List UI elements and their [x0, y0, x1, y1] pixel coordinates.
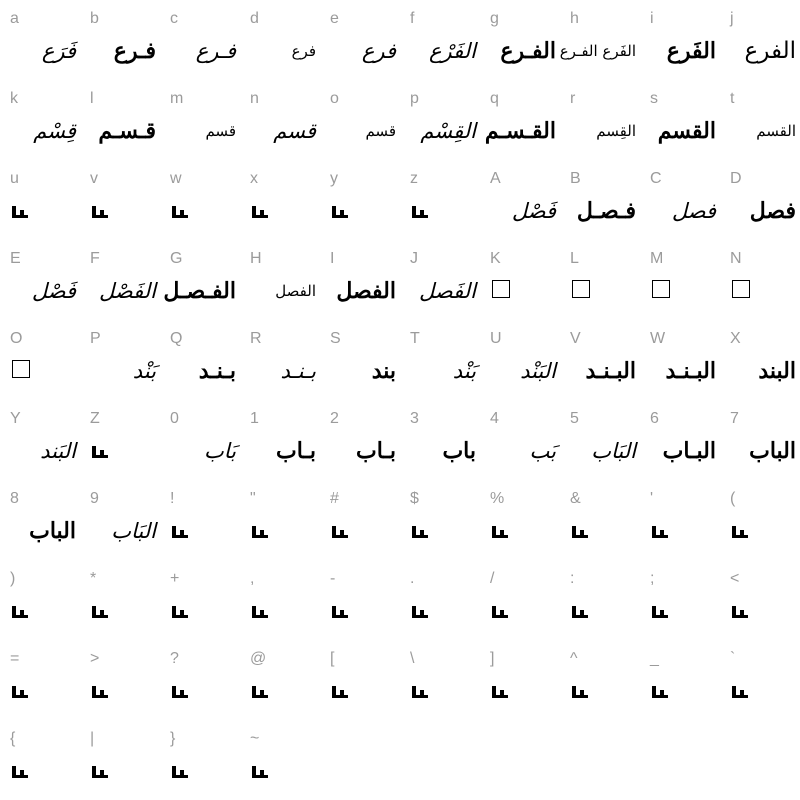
glyph-cell	[160, 240, 240, 320]
key-label: '	[650, 490, 654, 507]
arabic-glyph-sample: القسم	[756, 122, 796, 140]
missing-glyph-icon	[252, 764, 268, 778]
glyph-cell	[720, 0, 800, 80]
glyph-cell	[400, 80, 480, 160]
arabic-glyph-sample: بَنْد	[452, 359, 476, 383]
missing-glyph-icon	[572, 604, 588, 618]
key-label: +	[170, 570, 180, 587]
glyph-cell	[400, 240, 480, 320]
glyph-cell	[400, 320, 480, 400]
arabic-glyph-sample: الفَصل	[419, 279, 476, 303]
arabic-glyph-sample: الفصل	[275, 282, 316, 300]
key-label: 9	[90, 490, 99, 507]
glyph-cell	[480, 320, 560, 400]
missing-glyph-icon	[652, 604, 668, 618]
missing-glyph-icon	[92, 764, 108, 778]
glyph-cell	[560, 0, 640, 80]
glyph-cell	[160, 480, 240, 560]
glyph-cell	[720, 80, 800, 160]
glyph-cell	[160, 720, 240, 800]
glyph-cell	[640, 400, 720, 480]
glyph-cell	[160, 560, 240, 640]
glyph-cell	[240, 560, 320, 640]
glyph-cell	[160, 160, 240, 240]
key-label: b	[90, 10, 99, 27]
glyph-cell	[320, 0, 400, 80]
key-label: t	[730, 90, 735, 107]
glyph-cell	[320, 80, 400, 160]
glyph-cell	[560, 400, 640, 480]
missing-glyph-icon	[412, 524, 428, 538]
glyph-cell	[480, 80, 560, 160]
missing-glyph-icon	[572, 684, 588, 698]
key-label: r	[570, 90, 576, 107]
glyph-cell	[0, 80, 80, 160]
missing-glyph-icon	[332, 204, 348, 218]
key-label: Y	[10, 410, 21, 427]
notdef-box-icon	[652, 280, 670, 298]
key-label: X	[730, 330, 741, 347]
missing-glyph-icon	[172, 524, 188, 538]
arabic-glyph-sample: الفَرع الفـرع	[559, 42, 636, 60]
missing-glyph-icon	[92, 444, 108, 458]
key-label: c	[170, 10, 178, 27]
glyph-cell	[80, 240, 160, 320]
glyph-cell	[480, 240, 560, 320]
key-label: "	[250, 490, 256, 507]
key-label: }	[170, 730, 176, 747]
key-label: N	[730, 250, 742, 267]
key-label: u	[10, 170, 19, 187]
missing-glyph-icon	[732, 604, 748, 618]
arabic-glyph-sample: بـاب	[356, 438, 396, 464]
notdef-box-icon	[12, 360, 30, 378]
key-label: L	[570, 250, 579, 267]
key-label: n	[250, 90, 259, 107]
arabic-glyph-sample: باب	[442, 438, 476, 464]
glyph-cell	[0, 480, 80, 560]
key-label: -	[330, 570, 336, 587]
key-label: k	[10, 90, 18, 107]
key-label: F	[90, 250, 100, 267]
glyph-cell	[560, 320, 640, 400]
key-label: v	[90, 170, 98, 187]
arabic-glyph-sample: بـنـد	[198, 358, 236, 384]
key-label: (	[730, 490, 736, 507]
key-label: B	[570, 170, 581, 187]
key-label: g	[490, 10, 499, 27]
key-label: C	[650, 170, 662, 187]
missing-glyph-icon	[732, 524, 748, 538]
glyph-cell	[160, 640, 240, 720]
key-label: ]	[490, 650, 495, 667]
key-label: \	[410, 650, 415, 667]
key-label: Q	[170, 330, 183, 347]
arabic-glyph-sample: الفَرْع	[429, 39, 476, 63]
glyph-cell	[80, 720, 160, 800]
arabic-glyph-sample: البَاب	[591, 439, 636, 463]
key-label: .	[410, 570, 415, 587]
missing-glyph-icon	[172, 764, 188, 778]
key-label: 7	[730, 410, 739, 427]
key-label: *	[90, 570, 97, 587]
missing-glyph-icon	[492, 524, 508, 538]
arabic-glyph-sample: قسم	[365, 122, 396, 140]
glyph-cell	[720, 560, 800, 640]
key-label: I	[330, 250, 335, 267]
key-label: =	[10, 650, 20, 667]
glyph-cell	[720, 480, 800, 560]
glyph-cell	[480, 0, 560, 80]
key-label: Z	[90, 410, 100, 427]
key-label: w	[170, 170, 182, 187]
glyph-cell	[560, 480, 640, 560]
key-label: T	[410, 330, 420, 347]
arabic-glyph-sample: قسم	[273, 119, 316, 143]
glyph-cell	[640, 480, 720, 560]
missing-glyph-icon	[332, 524, 348, 538]
key-label: #	[330, 490, 339, 507]
arabic-glyph-sample: فرع	[361, 39, 396, 63]
arabic-glyph-sample: فـرع	[113, 38, 156, 64]
arabic-glyph-sample: فصل	[749, 198, 796, 224]
glyph-cell	[480, 560, 560, 640]
arabic-glyph-sample: فَصْل	[31, 279, 76, 303]
missing-glyph-icon	[492, 684, 508, 698]
key-label: p	[410, 90, 419, 107]
glyph-cell	[480, 480, 560, 560]
glyph-cell	[0, 640, 80, 720]
glyph-cell	[240, 720, 320, 800]
key-label: 3	[410, 410, 419, 427]
key-label: m	[170, 90, 184, 107]
key-label: e	[330, 10, 339, 27]
glyph-cell	[80, 0, 160, 80]
missing-glyph-icon	[172, 204, 188, 218]
key-label: )	[10, 570, 16, 587]
glyph-cell	[240, 80, 320, 160]
arabic-glyph-sample: فـرع	[195, 39, 236, 63]
arabic-glyph-sample: الفَرع	[666, 38, 716, 64]
key-label: O	[10, 330, 23, 347]
key-label: 6	[650, 410, 659, 427]
key-label: x	[250, 170, 258, 187]
key-label: W	[650, 330, 666, 347]
glyph-cell	[160, 0, 240, 80]
glyph-cell	[80, 640, 160, 720]
key-label: V	[570, 330, 581, 347]
glyph-cell	[400, 640, 480, 720]
glyph-cell	[400, 400, 480, 480]
key-label: M	[650, 250, 664, 267]
glyph-cell	[0, 0, 80, 80]
arabic-glyph-sample: القِسْم	[420, 119, 476, 143]
glyph-cell	[640, 0, 720, 80]
glyph-cell	[80, 400, 160, 480]
glyph-cell	[560, 80, 640, 160]
arabic-glyph-sample: فَرَع	[41, 39, 76, 63]
key-label: U	[490, 330, 502, 347]
glyph-cell	[320, 400, 400, 480]
missing-glyph-icon	[252, 204, 268, 218]
notdef-box-icon	[492, 280, 510, 298]
arabic-glyph-sample: الفَصْل	[99, 279, 156, 303]
arabic-glyph-sample: فصل	[671, 199, 716, 223]
key-label: f	[410, 10, 415, 27]
arabic-glyph-sample: الفـرع	[500, 38, 556, 64]
key-label: a	[10, 10, 19, 27]
arabic-glyph-sample: قـسـم	[98, 118, 156, 144]
key-label: z	[410, 170, 418, 187]
glyph-cell	[240, 240, 320, 320]
key-label: :	[570, 570, 575, 587]
arabic-glyph-sample: القـسـم	[484, 118, 556, 144]
missing-glyph-icon	[92, 684, 108, 698]
glyph-cell	[720, 240, 800, 320]
glyph-cell	[640, 640, 720, 720]
key-label: >	[90, 650, 100, 667]
missing-glyph-icon	[12, 684, 28, 698]
missing-glyph-icon	[412, 604, 428, 618]
glyph-cell	[80, 560, 160, 640]
arabic-glyph-sample: البَنْد	[520, 359, 556, 383]
glyph-cell	[400, 0, 480, 80]
notdef-box-icon	[572, 280, 590, 298]
key-label: h	[570, 10, 579, 27]
missing-glyph-icon	[172, 684, 188, 698]
missing-glyph-icon	[12, 764, 28, 778]
glyph-cell	[0, 240, 80, 320]
key-label: {	[10, 730, 16, 747]
missing-glyph-icon	[252, 684, 268, 698]
arabic-glyph-sample: فـصـل	[576, 198, 636, 224]
glyph-cell	[0, 400, 80, 480]
glyph-cell	[480, 640, 560, 720]
glyph-cell	[320, 320, 400, 400]
key-label: s	[650, 90, 658, 107]
glyph-cell	[320, 560, 400, 640]
glyph-cell	[400, 160, 480, 240]
glyph-cell	[80, 480, 160, 560]
arabic-glyph-sample: البـنـد	[665, 358, 716, 384]
key-label: @	[250, 650, 267, 667]
key-label: 8	[10, 490, 19, 507]
arabic-glyph-sample: بَب	[529, 439, 556, 463]
arabic-glyph-sample: فرع	[291, 42, 316, 60]
glyph-cell	[80, 160, 160, 240]
glyph-cell	[720, 320, 800, 400]
key-label: %	[490, 490, 505, 507]
glyph-cell	[640, 240, 720, 320]
glyph-cell	[640, 80, 720, 160]
glyph-cell	[240, 640, 320, 720]
missing-glyph-icon	[652, 524, 668, 538]
glyph-cell	[0, 320, 80, 400]
missing-glyph-icon	[92, 604, 108, 618]
key-label: K	[490, 250, 501, 267]
glyph-cell	[320, 160, 400, 240]
key-label: |	[90, 730, 95, 747]
key-label: !	[170, 490, 175, 507]
arabic-glyph-sample: البند	[758, 358, 796, 384]
glyph-cell	[560, 640, 640, 720]
arabic-glyph-sample: قسم	[205, 122, 236, 140]
key-label: <	[730, 570, 740, 587]
glyph-cell	[240, 160, 320, 240]
glyph-cell	[400, 560, 480, 640]
key-label: R	[250, 330, 262, 347]
arabic-glyph-sample: الباب	[29, 518, 76, 544]
key-label: [	[330, 650, 335, 667]
missing-glyph-icon	[332, 684, 348, 698]
missing-glyph-icon	[572, 524, 588, 538]
missing-glyph-icon	[172, 604, 188, 618]
missing-glyph-icon	[252, 604, 268, 618]
glyph-cell	[320, 240, 400, 320]
glyph-cell	[640, 560, 720, 640]
glyph-cell	[240, 400, 320, 480]
key-label: i	[650, 10, 654, 27]
glyph-cell	[640, 320, 720, 400]
key-label: _	[650, 650, 659, 667]
glyph-cell	[720, 640, 800, 720]
glyph-cell	[0, 720, 80, 800]
key-label: ~	[250, 730, 260, 747]
key-label: G	[170, 250, 183, 267]
notdef-box-icon	[732, 280, 750, 298]
key-label: 1	[250, 410, 259, 427]
missing-glyph-icon	[92, 204, 108, 218]
key-label: P	[90, 330, 101, 347]
missing-glyph-icon	[252, 524, 268, 538]
missing-glyph-icon	[492, 604, 508, 618]
arabic-glyph-sample: البـنـد	[585, 358, 636, 384]
key-label: ,	[250, 570, 255, 587]
key-label: $	[410, 490, 419, 507]
glyph-cell	[560, 240, 640, 320]
glyph-cell	[240, 480, 320, 560]
key-label: l	[90, 90, 94, 107]
glyph-cell	[240, 0, 320, 80]
glyph-cell	[0, 560, 80, 640]
glyph-cell	[560, 560, 640, 640]
glyph-cell	[160, 80, 240, 160]
arabic-glyph-sample: الفرع	[744, 38, 796, 64]
missing-glyph-icon	[732, 684, 748, 698]
key-label: S	[330, 330, 341, 347]
key-label: q	[490, 90, 499, 107]
glyph-cell	[160, 320, 240, 400]
key-label: `	[730, 650, 736, 667]
key-label: 4	[490, 410, 499, 427]
glyph-cell	[640, 160, 720, 240]
key-label: j	[730, 10, 734, 27]
arabic-glyph-sample: بـنـد	[280, 359, 316, 383]
key-label: ?	[170, 650, 179, 667]
missing-glyph-icon	[412, 684, 428, 698]
key-label: 5	[570, 410, 579, 427]
arabic-glyph-sample: القِسم	[596, 122, 636, 140]
arabic-glyph-sample: بـاب	[276, 438, 316, 464]
missing-glyph-icon	[652, 684, 668, 698]
glyph-cell	[80, 320, 160, 400]
glyph-cell	[480, 160, 560, 240]
arabic-glyph-sample: الفصل	[336, 278, 396, 304]
arabic-glyph-sample: قِسْم	[33, 119, 76, 143]
key-label: E	[10, 250, 21, 267]
glyph-cell	[480, 400, 560, 480]
key-label: A	[490, 170, 501, 187]
key-label: D	[730, 170, 742, 187]
glyph-cell	[400, 480, 480, 560]
key-label: H	[250, 250, 262, 267]
arabic-glyph-sample: بند	[371, 358, 396, 384]
arabic-glyph-sample: البَاب	[111, 519, 156, 543]
arabic-glyph-sample: فَصْل	[511, 199, 556, 223]
key-label: y	[330, 170, 338, 187]
arabic-glyph-sample: البَند	[40, 439, 76, 463]
key-label: d	[250, 10, 259, 27]
glyph-cell	[560, 160, 640, 240]
glyph-cell	[320, 640, 400, 720]
arabic-glyph-sample: الباب	[749, 438, 796, 464]
key-label: ^	[570, 650, 578, 667]
missing-glyph-icon	[12, 204, 28, 218]
arabic-glyph-sample: بَنْد	[132, 359, 156, 383]
arabic-glyph-sample: القسم	[657, 118, 716, 144]
glyph-cell	[720, 160, 800, 240]
glyph-cell	[720, 400, 800, 480]
missing-glyph-icon	[12, 604, 28, 618]
key-label: ;	[650, 570, 655, 587]
key-label: 0	[170, 410, 179, 427]
glyph-cell	[80, 80, 160, 160]
glyph-cell	[160, 400, 240, 480]
arabic-glyph-sample: بَاب	[203, 439, 236, 463]
arabic-glyph-sample: البـاب	[662, 438, 716, 464]
key-label: o	[330, 90, 339, 107]
arabic-glyph-sample: الفـصـل	[163, 278, 236, 304]
glyph-cell	[240, 320, 320, 400]
key-label: 2	[330, 410, 339, 427]
missing-glyph-icon	[412, 204, 428, 218]
glyph-cell	[320, 480, 400, 560]
glyph-cell	[0, 160, 80, 240]
key-label: &	[570, 490, 581, 507]
key-label: /	[490, 570, 495, 587]
key-label: J	[410, 250, 418, 267]
missing-glyph-icon	[332, 604, 348, 618]
